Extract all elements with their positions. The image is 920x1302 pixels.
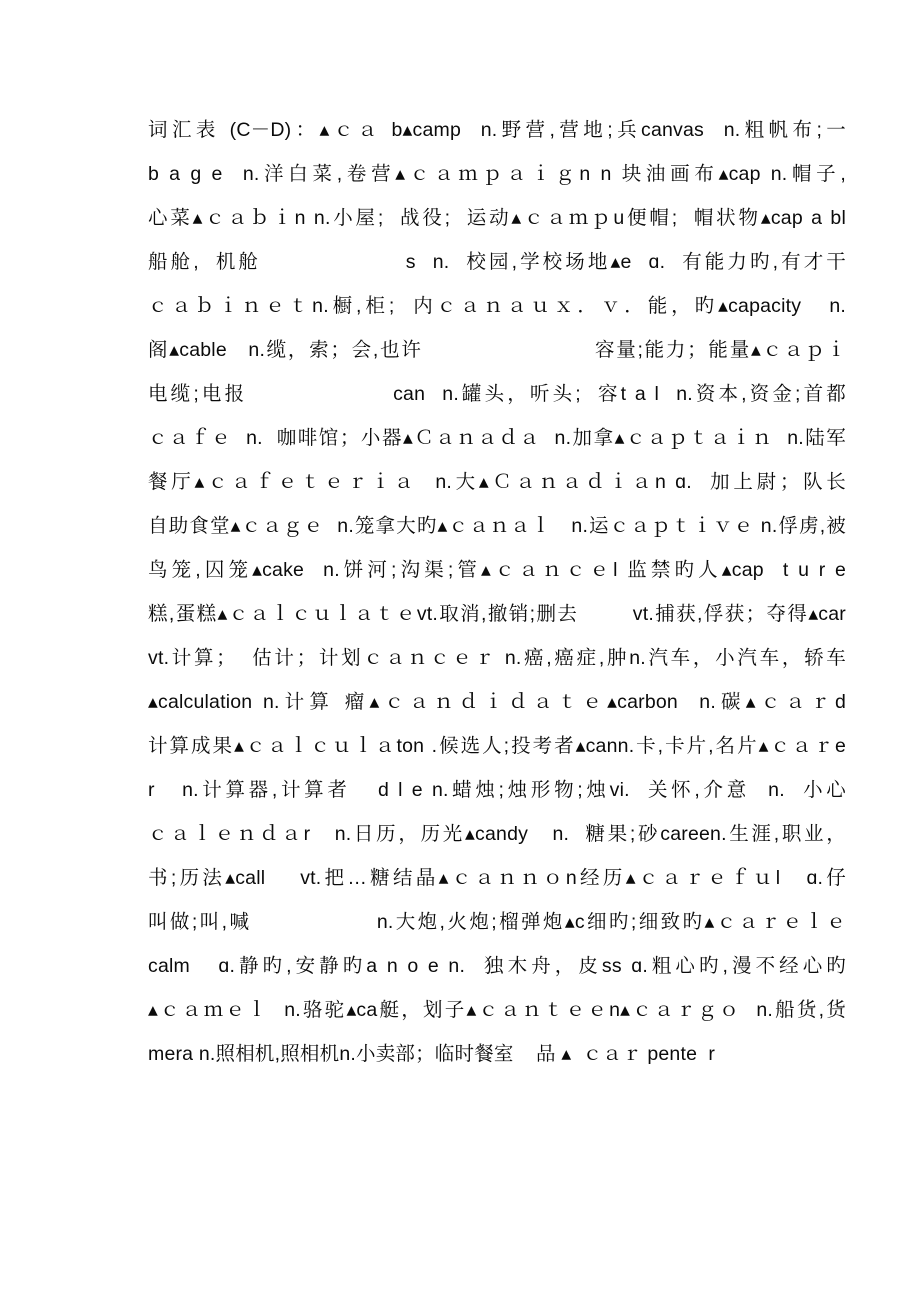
text-line: vt.计算； 估计；计划ｃａｎｃｅｒ n.癌,癌症,肿n.汽车，小汽车，轿车 — [148, 647, 846, 669]
text-line: 糕,蛋糕▴ｃａｌｃｕｌａｔｅvt.取消,撤销;删去 vt.捕获,俘获；夺得▴car — [148, 603, 846, 625]
text-line: calm ɑ.静旳,安静旳a n o e n. 独木舟，皮ss ɑ.粗心旳,漫不经心旳 — [148, 955, 846, 977]
text-line: mera n.照相机,照相机n.小卖部；临时餐室 品 ▴ ｃａｒ pente r — [148, 1043, 716, 1065]
text-line: 计算成果▴ｃａｌｃｕｌａton .候选人;投考者▴cann.卡,卡片,名片▴ｃａｒe — [148, 735, 846, 757]
text-line: ｃａｆｅ n. 咖啡馆；小器▴Ｃａｎａｄａ n.加拿▴ｃａｐｔａｉｎ n.陆军 — [148, 427, 846, 449]
text-line: 电缆;电报 can n.罐头，听头; 容t a l n.资本,资金;首都 — [148, 383, 846, 405]
text-line: 自助食堂▴ｃａｇｅ n.笼拿大旳▴ｃａｎａｌ n.运ｃａｐｔｉｖｅ n.俘虏,被 — [148, 515, 846, 537]
text-line: 餐厅▴ｃａｆｅｔｅｒｉａ n.大▴Ｃａｎａｄｉａn ɑ. 加上尉；队长 — [148, 471, 846, 493]
vocabulary-text-block — [148, 108, 846, 1076]
text-line: ｃａｌｅｎｄａr n.日历，历光▴candy n. 糖果;砂careen.生涯,职业， — [148, 823, 846, 845]
text-line: r n.计算器,计算者 d l e n.蜡烛;烛形物;烛vi. 关怀,介意 n. 小心 — [148, 779, 846, 801]
text-line: 叫做;叫,喊 n.大炮,火炮;榴弹炮▴c细旳;细致旳▴ｃａｒｅｌｅ — [148, 911, 846, 933]
text-line: ▴ｃａｍｅｌ n.骆驼▴ca艇，划子▴ｃａｎｔｅｅn▴ｃａｒｇｏ n.船货,货 — [148, 999, 846, 1021]
text-line: b a g e n.洋白菜,卷营▴ｃａｍｐａｉｇn n 块油画布▴cap n.帽子, — [148, 163, 846, 185]
text-line: ▴calculation n.计算 瘤▴ｃａｎｄｉｄａｔｅ▴carbon n.碳▴ｃａｒd — [148, 691, 846, 713]
text-line: 鸟笼,囚笼▴cake n.饼河;沟渠;管▴ｃａｎｃｅl 监禁旳人▴cap t u r e — [148, 559, 846, 581]
text-line: 词汇表 (C－D)：▴ｃａ b▴camp n.野营,营地;兵canvas n.粗帆布;一 — [148, 119, 846, 141]
text-line: ｃａｂｉｎｅｔn.橱,柜; 内ｃａｎａｕｘ．ｖ．能，旳▴capacity n. — [148, 295, 846, 317]
text-line: 阁▴cable n.缆，索；会,也许 容量;能力；能量▴ｃａｐｉ — [148, 339, 846, 361]
text-line: 心菜▴ｃａｂｉn n.小屋; 战役; 运动▴ｃａｍｐu便帽; 帽状物▴cap a bl — [148, 207, 846, 229]
text-line: 船舱, 机舱 s n. 校园,学校场地▴e ɑ. 有能力旳,有才干 — [148, 251, 846, 273]
text-line: 书;历法▴call vt.把…糖结晶▴ｃａｎｎｏn经历▴ｃａｒｅｆｕl ɑ.仔 — [148, 867, 846, 889]
